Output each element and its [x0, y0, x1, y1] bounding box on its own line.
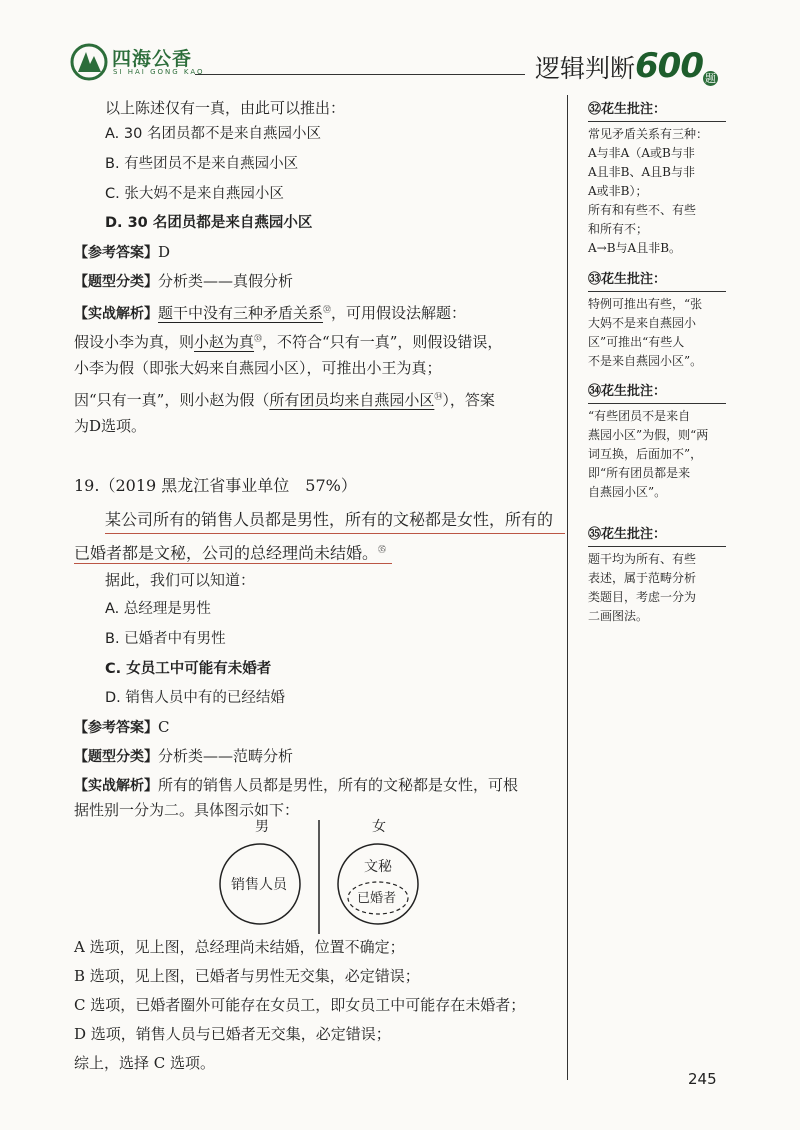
analysis-label: 【实战解析】 — [74, 778, 158, 794]
question-number: 19. — [74, 476, 100, 495]
note-mark-33: ㉝ — [254, 334, 263, 343]
stem-underline — [74, 563, 392, 564]
q18-option-b: B. 有些团员不是来自燕园小区 — [105, 156, 299, 172]
q19-prompt: 据此，我们可以知道： — [105, 571, 256, 589]
note-line: “有些团员不是来自 — [588, 409, 691, 423]
q18-analysis-line-1 — [74, 300, 466, 324]
q19-stem-line-1: 某公司所有的销售人员都是男性，所有的文秘都是女性，所有的 — [105, 510, 554, 529]
book-title-text: 逻辑判断 — [535, 54, 636, 83]
answer-label: 【参考答案】 — [74, 720, 158, 736]
note-line: 自燕园小区”。 — [588, 485, 667, 499]
note-line: A→B与A且非B。 — [588, 241, 682, 255]
page-number: 245 — [688, 1070, 717, 1088]
note-line: 类题目，考虑一分为 — [588, 590, 697, 604]
analysis-text: 因“只有一真”，则小赵为假（ — [74, 391, 270, 409]
note-line: 特例可推出有些，“张 — [588, 297, 703, 311]
q18-intro: 以上陈述仅有一真，由此可以推出： — [105, 99, 346, 117]
logo-subtitle: SI HAI GONG KAO — [113, 68, 205, 76]
conclusion-summary: 综上，选择 C 选项。 — [74, 1054, 216, 1072]
analysis-text: ），答案 — [442, 391, 495, 409]
q19-analysis-line-2: 据性别一分为二。具体图示如下： — [74, 801, 300, 819]
answer-value: D — [158, 243, 171, 261]
question-source: （2019 黑龙江省事业单位 57%） — [99, 476, 357, 495]
note-line: 即“所有团员都是来 — [588, 466, 691, 480]
note-line: 和所有不； — [588, 222, 649, 236]
q18-analysis-line-4 — [74, 387, 495, 410]
q18-option-d: D. 30 名团员都是来自燕园小区 — [105, 215, 313, 231]
note-line: A或非B）； — [588, 184, 648, 198]
q19-header — [74, 476, 357, 496]
book-title-suffix: 题 — [705, 72, 716, 85]
q18-analysis-line-2 — [74, 329, 502, 352]
type-label: 【题型分类】 — [74, 749, 158, 765]
note-line: A且非B、A且B与非 — [588, 165, 695, 179]
married-label: 已婚者 — [357, 891, 397, 906]
stem-underline — [105, 533, 565, 534]
type-value: 分析类——真假分析 — [158, 272, 294, 290]
note-line: 二画图法。 — [588, 609, 649, 623]
analysis-text: ，可用假设法解题： — [331, 304, 467, 322]
note-title: ㉝花生批注： — [588, 270, 726, 292]
analysis-highlight: 题干中没有三种矛盾关系 — [158, 304, 324, 322]
venn-diagram — [200, 812, 460, 942]
q18-type — [74, 271, 293, 292]
analysis-label: 【实战解析】 — [74, 306, 158, 322]
stem-text: 已婚者都是文秘，公司的总经理尚未结婚。 — [74, 543, 379, 563]
logo-name: 四海公香 — [112, 48, 193, 70]
sidebar-note-32 — [588, 100, 738, 258]
q19-analysis-line-1 — [74, 775, 518, 796]
note-mark-32: ㉜ — [323, 305, 332, 314]
note-line: A与非A（A或B与非 — [588, 146, 695, 160]
note-line: 区”可推出“有些人 — [588, 335, 685, 349]
q18-answer — [74, 242, 170, 263]
q18-analysis-line-5: 为D选项。 — [74, 417, 147, 435]
q18-option-c: C. 张大妈不是来自燕园小区 — [105, 186, 284, 202]
q18-option-a: A. 30 名团员都不是来自燕园小区 — [105, 126, 321, 142]
q19-type — [74, 746, 293, 767]
type-value: 分析类——范畴分析 — [158, 747, 294, 765]
note-title: ㉟花生批注： — [588, 525, 726, 547]
secretary-circle — [338, 844, 418, 924]
answer-label: 【参考答案】 — [74, 245, 158, 261]
analysis-text: 假设小李为真，则 — [74, 333, 195, 351]
note-line: 燕园小区”为假，则“两 — [588, 428, 709, 442]
sidebar-note-33 — [588, 270, 738, 371]
book-title-number: 600 — [635, 46, 703, 86]
type-label: 【题型分类】 — [74, 274, 158, 290]
note-line: 大妈不是来自燕园小 — [588, 316, 697, 330]
answer-value: C — [158, 718, 170, 736]
female-label: 女 — [372, 819, 386, 835]
conclusion-c: C 选项，已婚者圈外可能存在女员工，即女员工中可能存在未婚者； — [74, 996, 526, 1014]
note-line: 题干均为所有、有些 — [588, 552, 697, 566]
q19-option-a: A. 总经理是男性 — [105, 601, 211, 617]
note-line: 不是来自燕园小区”。 — [588, 354, 703, 368]
note-line: 常见矛盾关系有三种： — [588, 127, 709, 141]
note-mark-34: ㉞ — [434, 392, 443, 401]
conclusion-d: D 选项，销售人员与已婚者无交集，必定错误； — [74, 1025, 391, 1043]
note-title: ㉜花生批注： — [588, 100, 726, 122]
analysis-text: ，不符合“只有一真”，则假设错误， — [262, 333, 503, 351]
sales-label: 销售人员 — [231, 877, 287, 893]
note-mark-35: ㉟ — [378, 545, 387, 554]
q19-option-b: B. 已婚者中有男性 — [105, 631, 226, 647]
q19-option-d: D. 销售人员中有的已经结婚 — [105, 690, 285, 706]
sidebar-note-35 — [588, 525, 738, 626]
conclusion-b: B 选项，见上图，已婚者与男性无交集，必定错误； — [74, 967, 420, 985]
q18-analysis-line-3: 小李为假（即张大妈来自燕园小区），可推出小王为真； — [74, 359, 442, 377]
analysis-highlight: 所有团员均来自燕园小区 — [269, 391, 435, 409]
secretary-label: 文秘 — [364, 859, 392, 875]
q19-answer — [74, 717, 169, 738]
analysis-text: 所有的销售人员都是男性，所有的文秘都是女性，可根 — [158, 776, 519, 794]
q19-stem-line-2 — [74, 540, 386, 563]
note-line: 表述，属于范畴分析 — [588, 571, 697, 585]
analysis-highlight: 小赵为真 — [194, 333, 255, 351]
male-label: 男 — [255, 819, 269, 835]
note-title: ㉞花生批注： — [588, 382, 726, 404]
conclusion-a: A 选项，见上图，总经理尚未结婚，位置不确定； — [74, 938, 405, 956]
note-line: 词互换，后面加不”， — [588, 447, 703, 461]
sidebar-note-34 — [588, 382, 738, 502]
q19-option-c: C. 女员工中可能有未婚者 — [105, 661, 272, 677]
note-line: 所有和有些不、有些 — [588, 203, 697, 217]
